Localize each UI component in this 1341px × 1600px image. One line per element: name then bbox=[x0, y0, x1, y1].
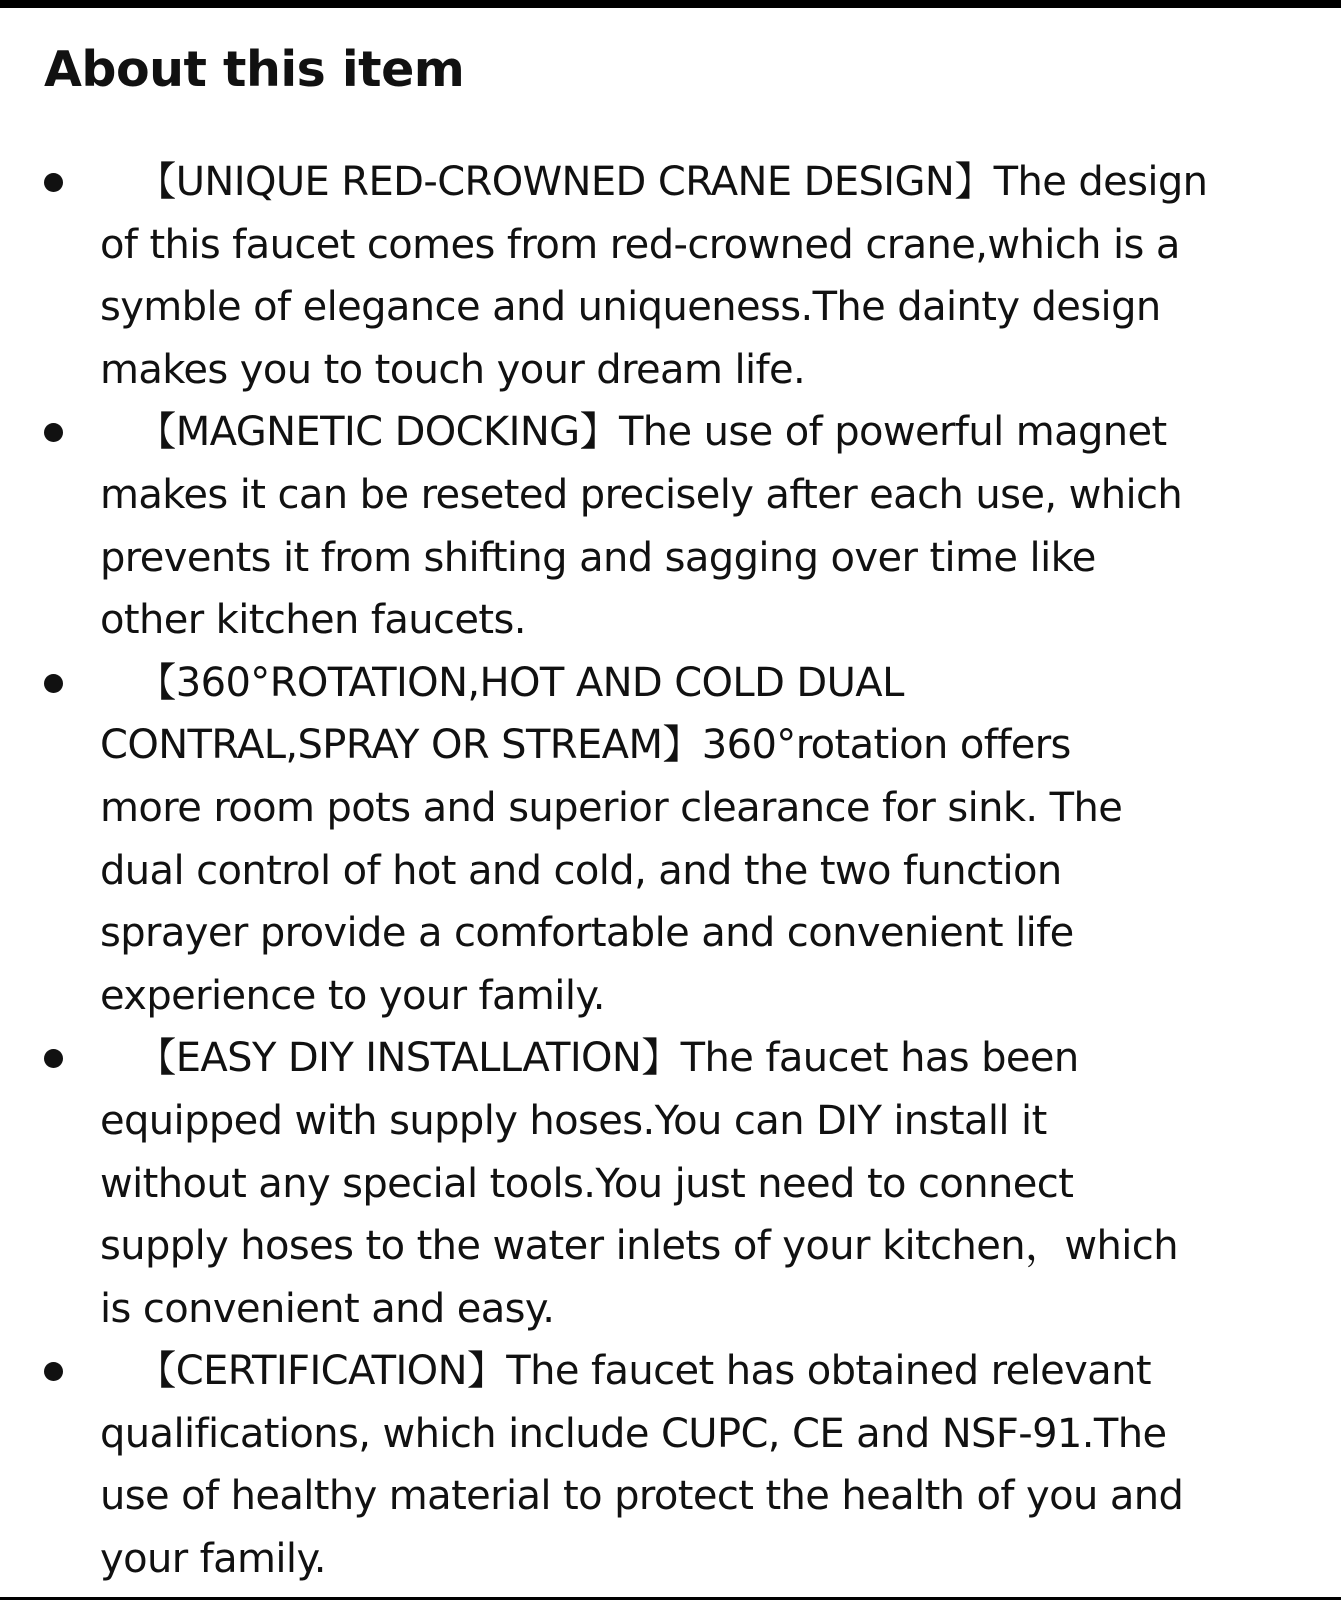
list-item-line: makes it can be reseted precisely after each use, which bbox=[100, 471, 1183, 518]
list-item-line: prevents it from shifting and sagging over time like bbox=[100, 534, 1096, 581]
list-item bbox=[0, 1027, 1341, 1340]
list-item-line: other kitchen faucets. bbox=[100, 597, 526, 644]
list-item-line: without any special tools.You just need to connect bbox=[100, 1160, 1074, 1207]
list-item-line: 【UNIQUE RED-CROWNED CRANE DESIGN】The design bbox=[100, 159, 1208, 205]
list-item-line: use of healthy material to protect the health of you and bbox=[100, 1473, 1184, 1520]
list-item-line: qualifications, which include CUPC, CE and NSF-91.The bbox=[100, 1410, 1167, 1457]
list-item bbox=[0, 401, 1341, 651]
list-item-line: symble of elegance and uniqueness.The dainty design bbox=[100, 284, 1161, 331]
list-item-line: sprayer provide a comfortable and convenient life bbox=[100, 910, 1074, 957]
list-item bbox=[0, 1340, 1341, 1590]
list-item-line: your family. bbox=[100, 1536, 326, 1583]
list-item-line: of this faucet comes from red-crowned crane,which is a bbox=[100, 221, 1180, 268]
list-item-line: dual control of hot and cold, and the two function bbox=[100, 847, 1062, 894]
list-item bbox=[0, 151, 1341, 401]
list-item-line: experience to your family. bbox=[100, 972, 605, 1019]
list-item-line: makes you to touch your dream life. bbox=[100, 346, 806, 393]
list-item-line: 【360°ROTATION,HOT AND COLD DUAL bbox=[100, 659, 904, 706]
list-item-line: supply hoses to the water inlets of your kitchen，which bbox=[100, 1223, 1178, 1270]
page-title: About this item bbox=[44, 41, 465, 98]
bullet-dot-icon bbox=[44, 173, 63, 192]
bullet-dot-icon bbox=[44, 423, 63, 442]
list-item-line: more room pots and superior clearance for sink. The bbox=[100, 784, 1123, 831]
list-item-line: 【MAGNETIC DOCKING】The use of powerful magnet bbox=[100, 409, 1167, 456]
top-border bbox=[0, 0, 1341, 8]
feature-bullet-list bbox=[0, 151, 1341, 1591]
list-item-line: CONTRAL,SPRAY OR STREAM】360°rotation offers bbox=[100, 722, 1071, 769]
list-item-line: 【EASY DIY INSTALLATION】The faucet has been bbox=[100, 1035, 1079, 1082]
list-item bbox=[0, 652, 1341, 1028]
bullet-dot-icon bbox=[44, 1049, 63, 1068]
list-item-line: equipped with supply hoses.You can DIY install it bbox=[100, 1097, 1047, 1144]
bullet-dot-icon bbox=[44, 674, 63, 693]
list-item-line: is convenient and easy. bbox=[100, 1285, 555, 1332]
list-item-line: 【CERTIFICATION】The faucet has obtained relevant bbox=[100, 1348, 1151, 1395]
bullet-dot-icon bbox=[44, 1362, 63, 1381]
